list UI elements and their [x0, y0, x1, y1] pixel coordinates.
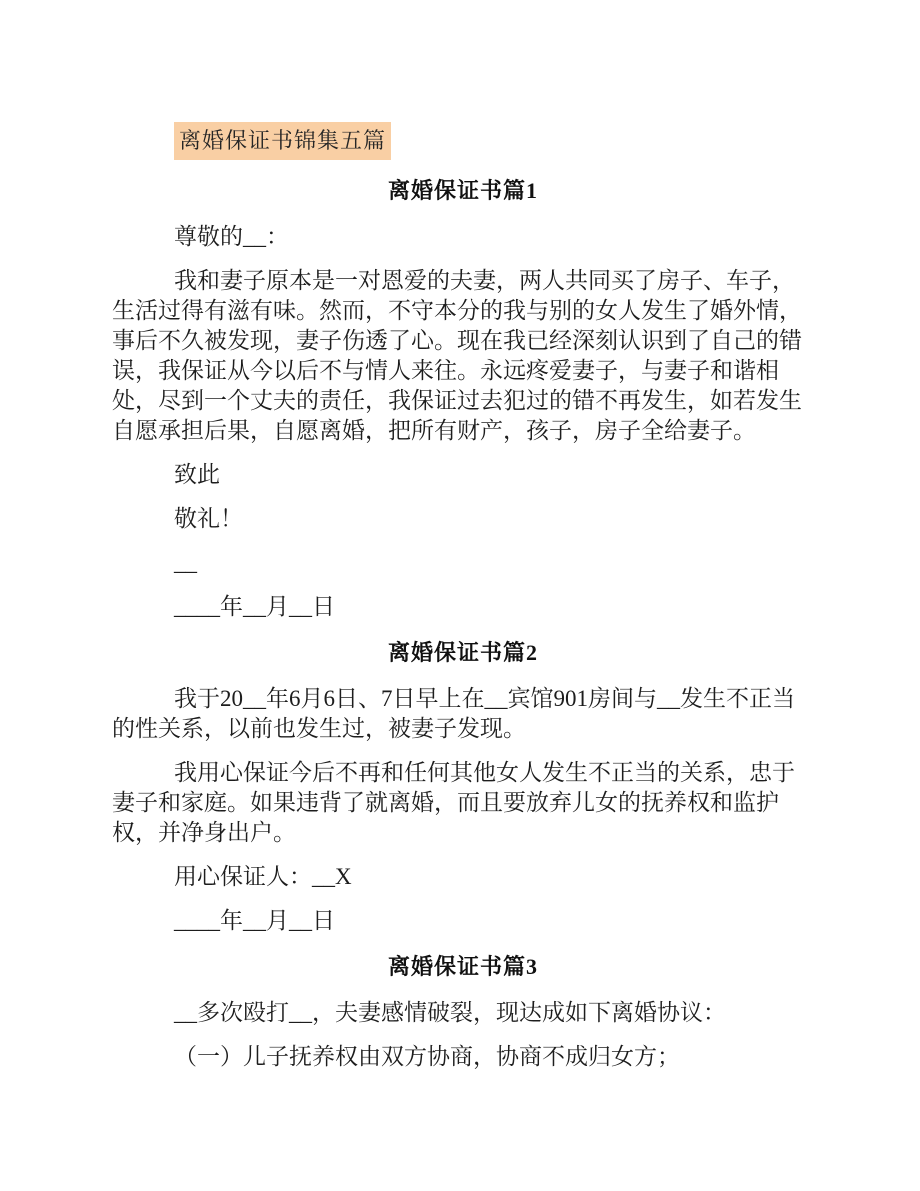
- section-1-heading: 离婚保证书篇1: [387, 178, 538, 203]
- date-line: ____年__月__日: [174, 594, 335, 619]
- agreement-item-1: （一）儿子抚养权由双方协商，协商不成归女方；: [174, 1044, 680, 1069]
- paragraph-body: __多次殴打__，夫妻感情破裂，现达成如下离婚协议：: [174, 1000, 726, 1025]
- section-3-heading: 离婚保证书篇3: [387, 954, 538, 979]
- paragraph-body: 我和妻子原本是一对恩爱的夫妻，两人共同买了房子、车子，生活过得有滋有味。然而，不守本分的我与别的女人发生了婚外情，事后不久被发现，妻子伤透了心。现在我已经深刻认识到了自己的错误，我保证从今以后不与情人来往。永远疼爱妻子，与妻子和谐相处，尽到一个丈夫的责任，我保证过去犯过的错不再发生，如若发生自愿承担后果，自愿离婚，把所有财产，孩子，房子全给妻子。: [112, 268, 802, 443]
- guarantor-line: 用心保证人：__X: [174, 864, 352, 889]
- signature-blank-line: __: [174, 550, 197, 575]
- salute-line: 敬礼！: [174, 506, 243, 531]
- section-2-heading: 离婚保证书篇2: [387, 640, 538, 665]
- document-title-row: [174, 122, 814, 160]
- document-title-highlighted: 离婚保证书锦集五篇: [174, 122, 391, 160]
- paragraph-body: 我用心保证今后不再和任何其他女人发生不正当的关系，忠于妻子和家庭。如果违背了就离婚，而且要放弃儿女的抚养权和监护权，并净身出户。: [112, 760, 795, 845]
- date-line: ____年__月__日: [174, 908, 335, 933]
- paragraph-body: 我于20__年6月6日、7日早上在__宾馆901房间与__发生不正当的性关系，以前也发生过，被妻子发现。: [112, 686, 795, 741]
- salutation-line: 尊敬的__：: [174, 224, 289, 249]
- section-3: [112, 953, 814, 1072]
- section-1: [112, 177, 814, 622]
- closing-line: 致此: [174, 462, 220, 487]
- section-2: [112, 639, 814, 936]
